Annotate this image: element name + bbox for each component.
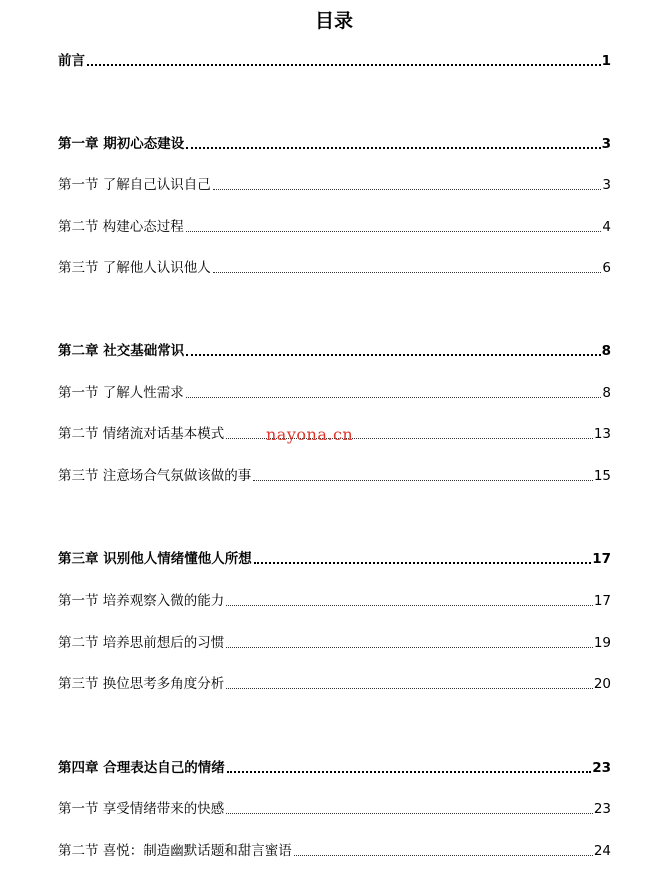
toc-entry-label: 第一节 享受情绪带来的快感 bbox=[58, 801, 225, 817]
toc-entry-section[interactable] bbox=[58, 176, 611, 194]
toc-entry-section[interactable] bbox=[58, 384, 611, 402]
toc-entry-chapter-2[interactable] bbox=[58, 342, 611, 360]
toc-dot-leader bbox=[186, 397, 602, 398]
toc-page-number: 17 bbox=[593, 593, 611, 609]
toc-dot-leader bbox=[253, 480, 593, 481]
toc-entry-section[interactable] bbox=[58, 467, 611, 485]
page-title: 目录 bbox=[314, 10, 353, 32]
toc-entry-label: 前言 bbox=[58, 53, 85, 69]
toc-page-number: 6 bbox=[602, 260, 611, 276]
toc-entry-label: 第三节 了解他人认识他人 bbox=[58, 260, 211, 276]
toc-entry-label: 第三章 识别他人情绪懂他人所想 bbox=[58, 551, 252, 567]
toc-dot-leader bbox=[186, 231, 602, 232]
toc-entry-section[interactable] bbox=[58, 675, 611, 693]
toc-entry-label: 第二节 喜悦：制造幽默话题和甜言蜜语 bbox=[58, 843, 292, 859]
toc-page-number: 13 bbox=[593, 426, 611, 442]
toc-entry-section[interactable] bbox=[58, 259, 611, 277]
toc-entry-chapter-4[interactable] bbox=[58, 759, 611, 777]
toc-page-number: 1 bbox=[601, 53, 611, 69]
toc-entry-section[interactable] bbox=[58, 800, 611, 818]
toc-page-number: 3 bbox=[602, 177, 611, 193]
toc-entry-label: 第二节 培养思前想后的习惯 bbox=[58, 635, 225, 651]
toc-dot-leader bbox=[213, 272, 602, 273]
watermark-text: nayona.cn bbox=[266, 425, 354, 444]
toc-page-number: 24 bbox=[593, 843, 611, 859]
toc-entry-label: 第三节 注意场合气氛做该做的事 bbox=[58, 468, 252, 484]
toc-page-number: 3 bbox=[601, 136, 611, 152]
toc-dot-leader bbox=[226, 813, 593, 814]
toc-page-number: 23 bbox=[592, 760, 611, 776]
toc-entry-chapter-1[interactable] bbox=[58, 135, 611, 153]
toc-dot-leader bbox=[226, 688, 593, 689]
toc-entry-section[interactable] bbox=[58, 842, 611, 860]
toc-page-number: 15 bbox=[593, 468, 611, 484]
toc-page-number: 8 bbox=[602, 385, 611, 401]
toc-entry-label: 第一节 了解人性需求 bbox=[58, 385, 184, 401]
toc-entry-chapter-3[interactable] bbox=[58, 550, 611, 568]
toc-entry-label: 第一节 了解自己认识自己 bbox=[58, 177, 211, 193]
toc-dot-leader bbox=[226, 605, 593, 606]
toc-page-number: 19 bbox=[593, 635, 611, 651]
toc-dot-leader bbox=[186, 354, 600, 356]
toc-page-number: 23 bbox=[593, 801, 611, 817]
toc-dot-leader bbox=[186, 147, 600, 149]
toc-entry-label: 第二章 社交基础常识 bbox=[58, 343, 185, 359]
toc-page-number: 20 bbox=[593, 676, 611, 692]
toc-dot-leader bbox=[294, 855, 593, 856]
toc-page-number: 17 bbox=[592, 551, 611, 567]
toc-dot-leader bbox=[213, 189, 602, 190]
toc-entry-section[interactable] bbox=[58, 592, 611, 610]
toc-page-number: 4 bbox=[602, 219, 611, 235]
toc-entry-label: 第一节 培养观察入微的能力 bbox=[58, 593, 225, 609]
toc-entry-label: 第二节 构建心态过程 bbox=[58, 219, 184, 235]
toc-entry-label: 第三节 换位思考多角度分析 bbox=[58, 676, 225, 692]
toc-page-number: 8 bbox=[601, 343, 611, 359]
toc-dot-leader bbox=[254, 562, 592, 564]
toc-entry-section[interactable] bbox=[58, 218, 611, 236]
toc-dot-leader bbox=[227, 771, 592, 773]
toc-entry-label: 第二节 情绪流对话基本模式 bbox=[58, 426, 225, 442]
toc-entry-section[interactable] bbox=[58, 634, 611, 652]
toc-dot-leader bbox=[87, 64, 601, 66]
toc-entry-preface[interactable] bbox=[58, 52, 611, 70]
toc-entry-label: 第四章 合理表达自己的情绪 bbox=[58, 760, 225, 776]
toc-entry-label: 第一章 期初心态建设 bbox=[58, 136, 185, 152]
toc-dot-leader bbox=[226, 647, 593, 648]
